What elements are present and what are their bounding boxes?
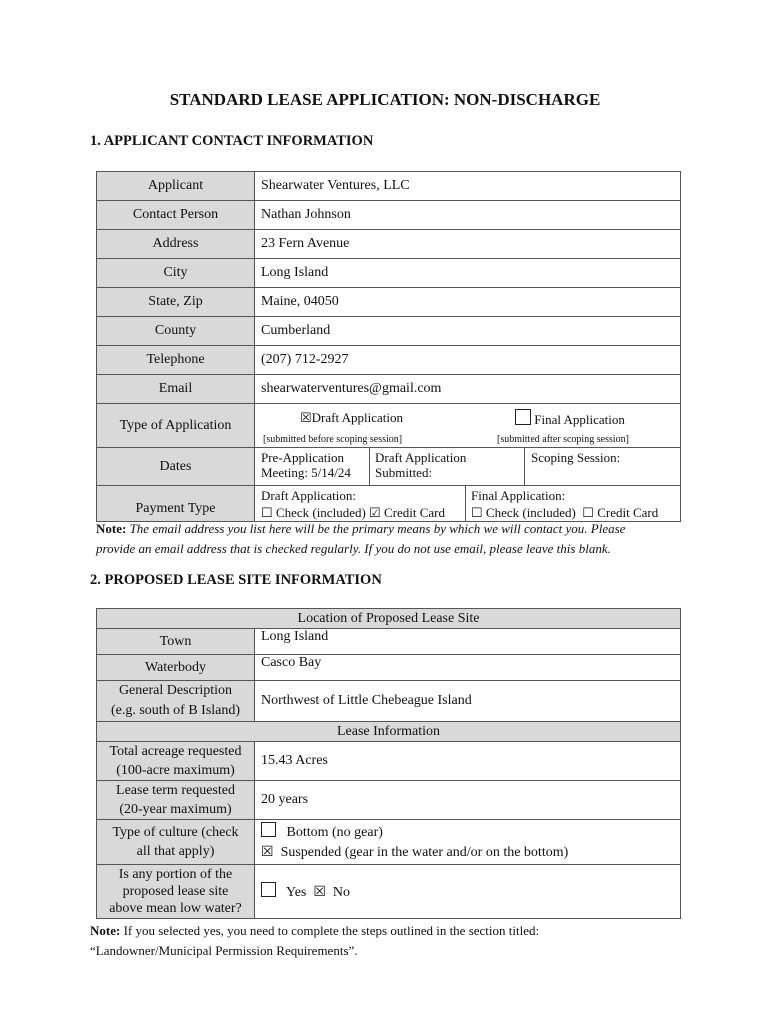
value-applicant[interactable]: Shearwater Ventures, LLC — [255, 172, 681, 201]
value-telephone[interactable]: (207) 712-2927 — [255, 346, 681, 375]
draft-submitted-line-2: Submitted: — [375, 465, 433, 480]
yes-option-label: Yes — [285, 885, 307, 900]
draft-submitted-line-1: Draft Application — [375, 450, 467, 465]
label-address: Address — [97, 230, 255, 259]
draft-application-option[interactable] — [300, 410, 403, 426]
label-city: City — [97, 259, 255, 288]
acreage-label-line-2: (100-acre maximum) — [116, 763, 235, 778]
label-total-acreage — [97, 742, 255, 781]
pre-application-meeting[interactable] — [261, 450, 351, 480]
note-line-1: The email address you list here will be the primary means by which we will contact you. Please — [129, 521, 626, 536]
payment-divider — [465, 486, 466, 522]
value-lease-term[interactable]: 20 years — [255, 781, 681, 820]
note-2-line-1: If you selected yes, you need to complete the steps outlined in the section titled: — [123, 923, 540, 938]
section-2-heading: 2. PROPOSED LEASE SITE INFORMATION — [90, 572, 382, 588]
label-payment-type: Payment Type — [97, 486, 255, 522]
payment-draft-check-option[interactable]: ☐ Check (included) — [261, 505, 366, 520]
label-waterbody: Waterbody — [97, 655, 255, 681]
value-contact-person[interactable]: Nathan Johnson — [255, 201, 681, 230]
note-2-line-2: “Landowner/Municipal Permission Requirements”. — [90, 943, 358, 958]
draft-checkbox-icon[interactable]: ☒ — [300, 410, 312, 425]
term-label-line-2: (20-year maximum) — [119, 802, 232, 817]
desc-label-line-1: General Description — [118, 683, 233, 698]
dates-divider-2 — [524, 448, 525, 486]
section-1-heading: 1. APPLICANT CONTACT INFORMATION — [90, 133, 374, 149]
value-email[interactable]: shearwaterventures@gmail.com — [255, 375, 681, 404]
note-label: Note: — [96, 521, 127, 536]
applicant-contact-table — [96, 171, 681, 522]
bottom-checkbox-icon[interactable] — [261, 822, 276, 837]
term-label-line-1: Lease term requested — [116, 783, 235, 798]
payment-final-check-option[interactable]: ☐ Check (included) — [471, 505, 576, 520]
above-low-water-options — [255, 865, 681, 919]
portion-label-line-2: proposed lease site — [122, 884, 229, 899]
note-line-2: provide an email address that is checked regularly. If you do not use email, please leave this blank. — [96, 541, 611, 556]
draft-application-submitted[interactable] — [375, 450, 466, 480]
payment-final-card-option[interactable]: ☐ Credit Card — [582, 505, 659, 520]
value-city[interactable]: Long Island — [255, 259, 681, 288]
label-type-of-culture — [97, 820, 255, 865]
portion-label-line-1: Is any portion of the — [118, 867, 233, 882]
desc-label-line-2: (e.g. south of B Island) — [110, 703, 241, 718]
final-checkbox-icon[interactable] — [515, 409, 531, 425]
draft-application-label: Draft Application — [311, 410, 403, 425]
pre-application-line-2: Meeting: 5/14/24 — [261, 465, 351, 480]
pre-application-line-1: Pre-Application — [261, 450, 345, 465]
culture-option-bottom[interactable] — [261, 822, 674, 843]
page-title: STANDARD LEASE APPLICATION: NON-DISCHARGE — [169, 90, 601, 109]
label-state-zip: State, Zip — [97, 288, 255, 317]
note-2-label: Note: — [90, 923, 121, 938]
culture-option-suspended[interactable] — [261, 843, 674, 863]
culture-label-line-1: Type of culture (check — [112, 825, 239, 840]
acreage-label-line-1: Total acreage requested — [109, 744, 242, 759]
section-2-note — [90, 921, 690, 961]
payment-draft-heading: Draft Application: — [261, 488, 356, 503]
label-town: Town — [97, 629, 255, 655]
value-address[interactable]: 23 Fern Avenue — [255, 230, 681, 259]
dates-cell — [255, 448, 681, 486]
label-general-description — [97, 681, 255, 722]
payment-cell — [255, 486, 681, 522]
value-county[interactable]: Cumberland — [255, 317, 681, 346]
suspended-checkbox-icon[interactable]: ☒ — [261, 844, 274, 860]
value-waterbody[interactable]: Casco Bay — [255, 655, 681, 681]
bottom-option-label: Bottom (no gear) — [286, 824, 383, 840]
type-of-application-cell — [255, 404, 681, 448]
yes-checkbox-icon[interactable] — [261, 882, 276, 897]
label-contact-person: Contact Person — [97, 201, 255, 230]
final-application-option[interactable] — [515, 409, 625, 428]
label-type-of-application: Type of Application — [97, 404, 255, 448]
lease-info-header: Lease Information — [97, 722, 681, 742]
draft-application-note: [submitted before scoping session] — [263, 434, 403, 445]
label-telephone: Telephone — [97, 346, 255, 375]
label-lease-term — [97, 781, 255, 820]
section-1-note — [96, 519, 696, 559]
label-applicant: Applicant — [97, 172, 255, 201]
scoping-session[interactable]: Scoping Session: — [531, 450, 621, 465]
label-dates: Dates — [97, 448, 255, 486]
value-general-description[interactable]: Northwest of Little Chebeague Island — [255, 681, 681, 722]
label-above-mean-low-water — [97, 865, 255, 919]
value-town[interactable]: Long Island — [255, 629, 681, 655]
suspended-option-label: Suspended (gear in the water and/or on the bottom) — [280, 844, 569, 860]
no-checkbox-icon[interactable]: ☒ — [313, 885, 326, 900]
dates-divider-1 — [369, 448, 370, 486]
location-header: Location of Proposed Lease Site — [97, 609, 681, 629]
lease-site-table — [96, 608, 681, 919]
value-state-zip[interactable]: Maine, 04050 — [255, 288, 681, 317]
label-county: County — [97, 317, 255, 346]
payment-final-heading: Final Application: — [471, 488, 566, 503]
no-option-label: No — [332, 885, 351, 900]
final-application-note: [submitted after scoping session] — [497, 434, 629, 445]
portion-label-line-3: above mean low water? — [109, 901, 242, 916]
value-total-acreage[interactable]: 15.43 Acres — [255, 742, 681, 781]
culture-label-line-2: all that apply) — [136, 844, 215, 859]
payment-draft-card-option[interactable]: ☑ Credit Card — [369, 505, 445, 520]
final-application-label: Final Application — [534, 412, 625, 427]
culture-options-cell — [255, 820, 681, 865]
label-email: Email — [97, 375, 255, 404]
